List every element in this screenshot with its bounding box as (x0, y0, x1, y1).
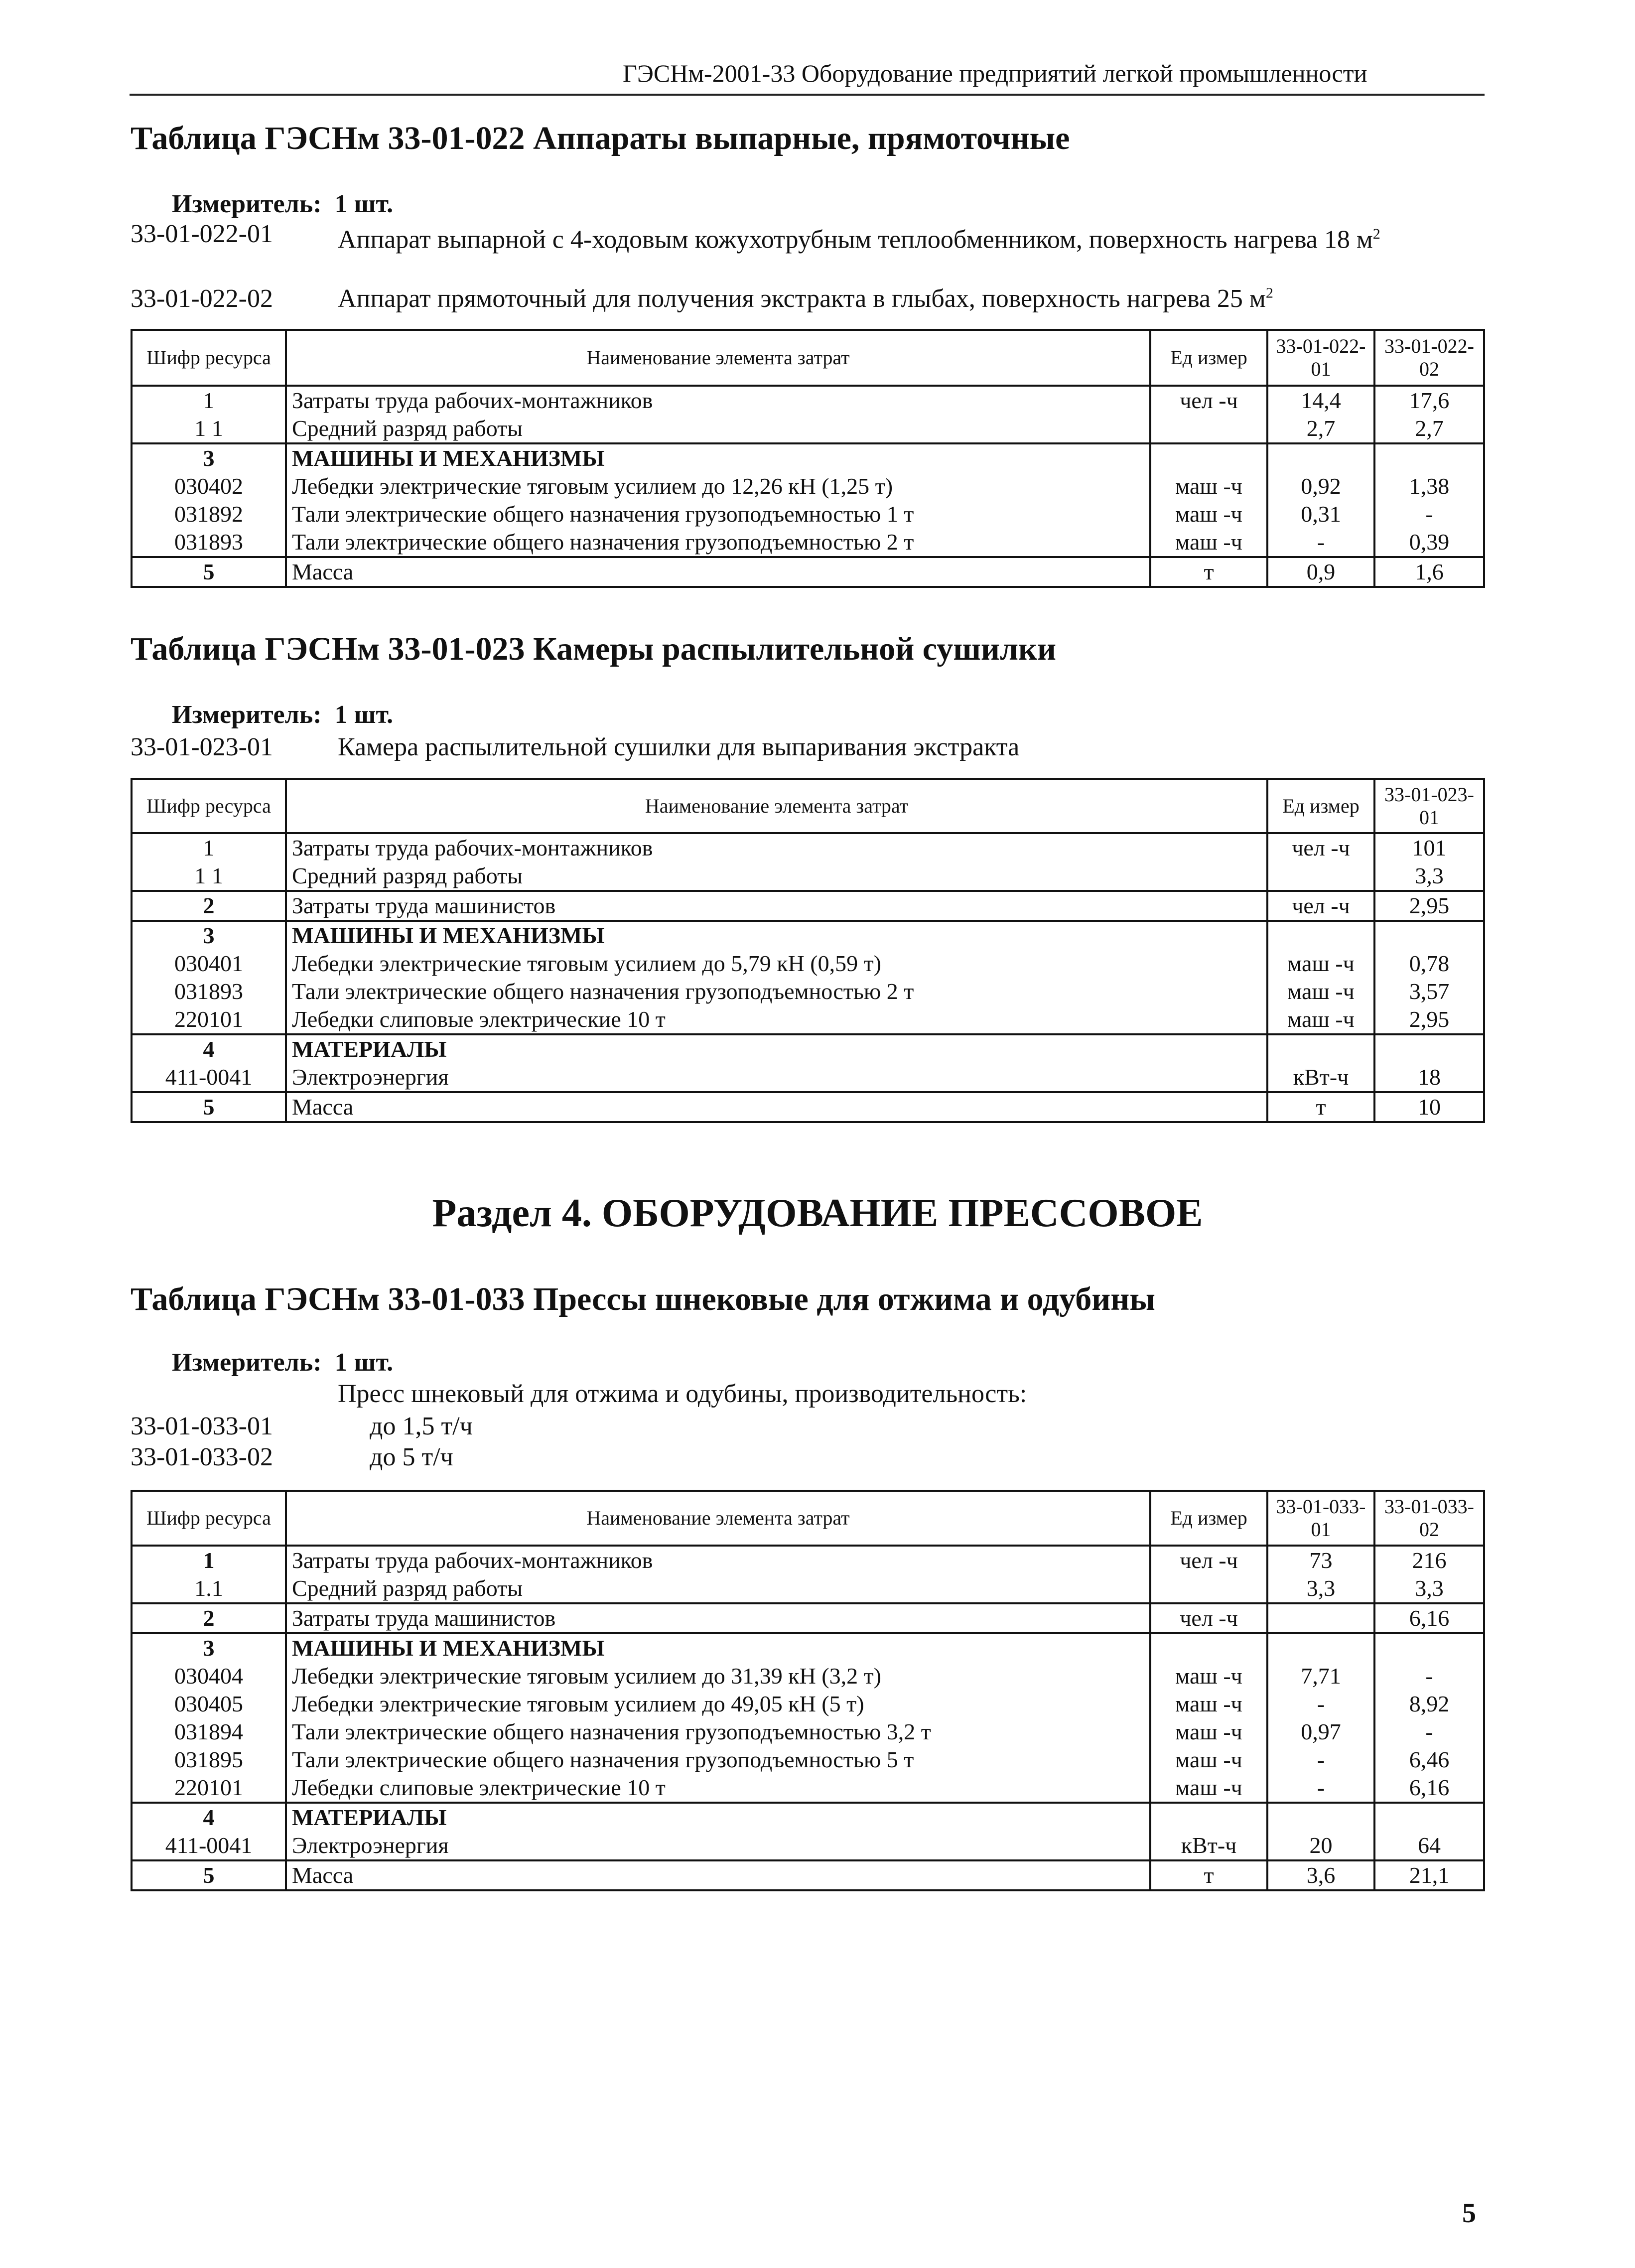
table-row (132, 528, 1484, 557)
table3-item-desc: до 5 т/ч (370, 1443, 453, 1471)
table-row (132, 891, 1484, 921)
meter-value: 1 шт. (334, 190, 394, 218)
table-row (132, 1063, 1484, 1092)
row-code: 031894 (132, 1718, 286, 1746)
row-unit: кВт-ч (1267, 1063, 1374, 1092)
row-code: 030402 (132, 472, 286, 500)
row-code: 031895 (132, 1746, 286, 1774)
meter-label: Измеритель: (172, 701, 322, 729)
row-code: 4 (132, 1803, 286, 1832)
row-name: Масса (286, 1092, 1267, 1122)
row-unit (1150, 1803, 1267, 1832)
row-name: Электроэнергия (286, 1063, 1267, 1092)
row-unit: т (1267, 1092, 1374, 1122)
row-unit (1267, 921, 1374, 950)
row-code: 031893 (132, 978, 286, 1005)
row-value-a: 0,31 (1267, 500, 1374, 528)
table-row (132, 472, 1484, 500)
col-header-norm-a: 33-01-033-01 (1267, 1491, 1374, 1546)
col-header-norm-a: 33-01-022-01 (1267, 330, 1374, 386)
row-unit: маш -ч (1150, 1774, 1267, 1803)
row-unit: маш -ч (1267, 978, 1374, 1005)
table-row (132, 1860, 1484, 1890)
row-unit (1150, 1633, 1267, 1662)
row-unit: маш -ч (1150, 500, 1267, 528)
row-value-a: 0,9 (1267, 557, 1374, 587)
row-name: Электроэнергия (286, 1832, 1150, 1860)
row-value-a: 18 (1374, 1063, 1484, 1092)
row-code: 031893 (132, 528, 286, 557)
table-row (132, 386, 1484, 415)
row-unit: чел -ч (1267, 833, 1374, 862)
row-value-a: 2,95 (1374, 891, 1484, 921)
table1-item-code: 33-01-022-01 (131, 220, 273, 248)
row-value-b: 1,38 (1374, 472, 1484, 500)
row-unit: т (1150, 557, 1267, 587)
row-code: 1 1 (132, 415, 286, 443)
row-value-a: 3,3 (1374, 862, 1484, 891)
col-header-code: Шифр ресурса (132, 1491, 286, 1546)
row-value-a: 0,97 (1267, 1718, 1374, 1746)
row-name: Затраты труда рабочих-монтажников (286, 833, 1267, 862)
row-name: Средний разряд работы (286, 1574, 1150, 1603)
row-value-a: 3,6 (1267, 1860, 1374, 1890)
row-value-b: 21,1 (1374, 1860, 1484, 1890)
row-unit: маш -ч (1150, 1662, 1267, 1690)
row-name: Лебедки электрические тяговым усилием до 12,26 кН (1,25 т) (286, 472, 1150, 500)
row-value-a: - (1267, 1690, 1374, 1718)
row-name: Затраты труда рабочих-монтажников (286, 386, 1150, 415)
row-unit: маш -ч (1150, 1746, 1267, 1774)
row-value-b (1374, 443, 1484, 472)
table1-item-code: 33-01-022-02 (131, 284, 273, 313)
row-value-a (1267, 1803, 1374, 1832)
row-name: Лебедки электрические тяговым усилием до 31,39 кН (3,2 т) (286, 1662, 1150, 1690)
table-row (132, 862, 1484, 891)
table1-item-desc: Аппарат прямоточный для получения экстракта в глыбах, поверхность нагрева 25 $м^2$ (338, 284, 1273, 313)
table-row (132, 1574, 1484, 1603)
row-unit: т (1150, 1860, 1267, 1890)
row-unit: маш -ч (1267, 1005, 1374, 1034)
table-row (132, 443, 1484, 472)
row-value-a: 73 (1267, 1546, 1374, 1574)
row-code: 2 (132, 891, 286, 921)
row-value-a: 10 (1374, 1092, 1484, 1122)
row-name: Лебедки электрические тяговым усилием до 5,79 кН (0,59 т) (286, 950, 1267, 978)
row-value-b: 1,6 (1374, 557, 1484, 587)
row-unit: чел -ч (1267, 891, 1374, 921)
table-row (132, 415, 1484, 443)
row-value-a: 14,4 (1267, 386, 1374, 415)
table-row (132, 1092, 1484, 1122)
row-name: МАШИНЫ И МЕХАНИЗМЫ (286, 1633, 1150, 1662)
table3-item-code: 33-01-033-02 (131, 1443, 273, 1471)
table-row (132, 1803, 1484, 1832)
page-number: 5 (1462, 2198, 1476, 2229)
row-code: 1.1 (132, 1574, 286, 1603)
row-name: Лебедки электрические тяговым усилием до 49,05 кН (5 т) (286, 1690, 1150, 1718)
row-value-b: 216 (1374, 1546, 1484, 1574)
row-name: Масса (286, 557, 1150, 587)
table3 (131, 1490, 1485, 1891)
row-value-a (1267, 1633, 1374, 1662)
col-header-unit: Ед измер (1150, 330, 1267, 386)
row-value-b: - (1374, 1662, 1484, 1690)
row-name: Тали электрические общего назначения грузоподъемностью 1 т (286, 500, 1150, 528)
table2-title: Таблица ГЭСНм 33-01-023 Камеры распылительной сушилки (131, 631, 1057, 667)
row-name: МАТЕРИАЛЫ (286, 1803, 1150, 1832)
row-value-b: 6,16 (1374, 1774, 1484, 1803)
row-name: Средний разряд работы (286, 862, 1267, 891)
row-value-a: 2,7 (1267, 415, 1374, 443)
table-row (132, 1718, 1484, 1746)
row-name: Тали электрические общего назначения грузоподъемностью 3,2 т (286, 1718, 1150, 1746)
row-code: 220101 (132, 1005, 286, 1034)
row-value-a: 7,71 (1267, 1662, 1374, 1690)
row-code: 411-0041 (132, 1832, 286, 1860)
row-unit: маш -ч (1150, 472, 1267, 500)
table-row (132, 1774, 1484, 1803)
row-code: 3 (132, 1633, 286, 1662)
meter-value: 1 шт. (334, 701, 394, 729)
table3-meter (172, 1348, 393, 1377)
row-unit (1150, 415, 1267, 443)
row-unit: маш -ч (1150, 528, 1267, 557)
row-value-b (1374, 1633, 1484, 1662)
table-row (132, 1832, 1484, 1860)
row-code: 5 (132, 1860, 286, 1890)
row-value-b: 8,92 (1374, 1690, 1484, 1718)
table2-meter (172, 700, 393, 729)
row-name: МАШИНЫ И МЕХАНИЗМЫ (286, 921, 1267, 950)
table-row (132, 833, 1484, 862)
row-code: 411-0041 (132, 1063, 286, 1092)
row-value-b: 64 (1374, 1832, 1484, 1860)
table1 (131, 329, 1485, 588)
col-header-norm-a: 33-01-023-01 (1374, 779, 1484, 833)
table2-item-code: 33-01-023-01 (131, 733, 273, 761)
col-header-code: Шифр ресурса (132, 779, 286, 833)
row-name: МАТЕРИАЛЫ (286, 1034, 1267, 1063)
row-value-b: 6,46 (1374, 1746, 1484, 1774)
table3-intro: Пресс шнековый для отжима и одубины, производительность: (338, 1380, 1027, 1408)
col-header-name: Наименование элемента затрат (286, 779, 1267, 833)
col-header-unit: Ед измер (1267, 779, 1374, 833)
col-header-norm-b: 33-01-033-02 (1374, 1491, 1484, 1546)
row-unit: маш -ч (1150, 1690, 1267, 1718)
row-code: 1 (132, 386, 286, 415)
row-name: МАШИНЫ И МЕХАНИЗМЫ (286, 443, 1150, 472)
row-code: 1 1 (132, 862, 286, 891)
row-name: Затраты труда рабочих-монтажников (286, 1546, 1150, 1574)
table1-item-desc: Аппарат выпарной с 4-ходовым кожухотрубным теплообменником, поверхность нагрева 18 $м^2$ (338, 225, 1380, 254)
table3-item-desc: до 1,5 т/ч (370, 1412, 473, 1440)
row-code: 1 (132, 1546, 286, 1574)
table-row (132, 1746, 1484, 1774)
table-row (132, 921, 1484, 950)
row-value-a: 3,3 (1267, 1574, 1374, 1603)
row-value-b: 6,16 (1374, 1603, 1484, 1633)
table-row (132, 1603, 1484, 1633)
row-unit (1267, 1034, 1374, 1063)
row-value-b: - (1374, 500, 1484, 528)
row-value-b: 2,7 (1374, 415, 1484, 443)
row-unit: чел -ч (1150, 1603, 1267, 1633)
row-name: Лебедки слиповые электрические 10 т (286, 1005, 1267, 1034)
table3-title: Таблица ГЭСНм 33-01-033 Прессы шнековые для отжима и одубины (131, 1281, 1155, 1317)
row-code: 5 (132, 557, 286, 587)
row-code: 5 (132, 1092, 286, 1122)
meter-label: Измеритель: (172, 1348, 322, 1377)
row-value-a: 2,95 (1374, 1005, 1484, 1034)
row-name: Средний разряд работы (286, 415, 1150, 443)
row-code: 3 (132, 921, 286, 950)
col-header-name: Наименование элемента затрат (286, 330, 1150, 386)
row-unit: маш -ч (1267, 950, 1374, 978)
table2-item-desc: Камера распылительной сушилки для выпаривания экстракта (338, 733, 1020, 761)
row-name: Затраты труда машинистов (286, 1603, 1150, 1633)
row-value-a: - (1267, 1746, 1374, 1774)
header-divider (130, 94, 1485, 96)
table1-title: Таблица ГЭСНм 33-01-022 Аппараты выпарные, прямоточные (131, 120, 1070, 156)
row-name: Лебедки слиповые электрические 10 т (286, 1774, 1150, 1803)
row-code: 030401 (132, 950, 286, 978)
running-header: ГЭСНм-2001-33 Оборудование предприятий легкой промышленности (623, 59, 1367, 87)
table-row (132, 1633, 1484, 1662)
row-value-a (1267, 443, 1374, 472)
row-name: Тали электрические общего назначения грузоподъемностью 2 т (286, 978, 1267, 1005)
row-unit: чел -ч (1150, 1546, 1267, 1574)
row-code: 220101 (132, 1774, 286, 1803)
table-row (132, 1690, 1484, 1718)
row-unit (1150, 443, 1267, 472)
row-unit: маш -ч (1150, 1718, 1267, 1746)
row-code: 030405 (132, 1690, 286, 1718)
row-value-a: 3,57 (1374, 978, 1484, 1005)
meter-label: Измеритель: (172, 190, 322, 218)
row-unit: кВт-ч (1150, 1832, 1267, 1860)
row-name: Тали электрические общего назначения грузоподъемностью 2 т (286, 528, 1150, 557)
table-row (132, 1034, 1484, 1063)
table-row (132, 978, 1484, 1005)
row-unit: чел -ч (1150, 386, 1267, 415)
table-row (132, 500, 1484, 528)
row-unit (1150, 1574, 1267, 1603)
row-code: 4 (132, 1034, 286, 1063)
table-row (132, 1662, 1484, 1690)
row-value-a: 20 (1267, 1832, 1374, 1860)
col-header-name: Наименование элемента затрат (286, 1491, 1150, 1546)
row-name: Масса (286, 1860, 1150, 1890)
row-value-b: - (1374, 1718, 1484, 1746)
col-header-norm-b: 33-01-022-02 (1374, 330, 1484, 386)
table-row (132, 557, 1484, 587)
row-value-a: - (1267, 528, 1374, 557)
row-value-b: 3,3 (1374, 1574, 1484, 1603)
row-unit (1267, 862, 1374, 891)
table1-meter (172, 189, 393, 219)
row-code: 031892 (132, 500, 286, 528)
table-row (132, 1005, 1484, 1034)
row-value-a: 0,92 (1267, 472, 1374, 500)
section-title: Раздел 4. ОБОРУДОВАНИЕ ПРЕССОВОЕ (432, 1191, 1203, 1235)
col-header-unit: Ед измер (1150, 1491, 1267, 1546)
row-code: 030404 (132, 1662, 286, 1690)
row-name: Затраты труда машинистов (286, 891, 1267, 921)
row-value-a: 0,78 (1374, 950, 1484, 978)
row-code: 2 (132, 1603, 286, 1633)
row-value-b (1374, 1803, 1484, 1832)
table2 (131, 778, 1485, 1123)
row-value-a: - (1267, 1774, 1374, 1803)
table-row (132, 1546, 1484, 1574)
meter-value: 1 шт. (334, 1348, 394, 1377)
col-header-code: Шифр ресурса (132, 330, 286, 386)
table-row (132, 950, 1484, 978)
row-value-a (1374, 921, 1484, 950)
row-value-a (1374, 1034, 1484, 1063)
row-code: 3 (132, 443, 286, 472)
row-value-b: 0,39 (1374, 528, 1484, 557)
row-code: 1 (132, 833, 286, 862)
table3-item-code: 33-01-033-01 (131, 1412, 273, 1440)
row-value-b: 17,6 (1374, 386, 1484, 415)
row-name: Тали электрические общего назначения грузоподъемностью 5 т (286, 1746, 1150, 1774)
row-value-a: 101 (1374, 833, 1484, 862)
row-value-a (1267, 1603, 1374, 1633)
